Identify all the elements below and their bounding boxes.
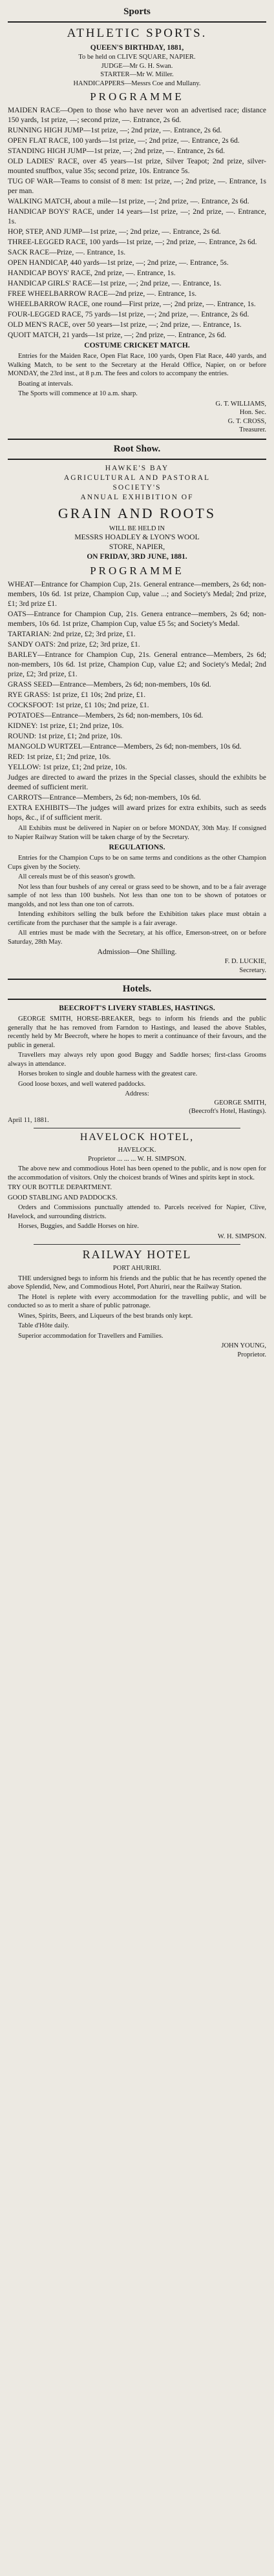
- divider: [8, 21, 266, 23]
- beecroft-date: April 11, 1881.: [8, 1116, 49, 1124]
- show-programme-title: PROGRAMME: [90, 565, 184, 577]
- ad-paragraph: Horses broken to single and double harness with the greatest care.: [18, 1070, 198, 1077]
- sports-sign2: G. T. CROSS,: [227, 417, 266, 425]
- event-item: FOUR-LEGGED RACE, 75 yards—1st prize, —; 2nd prize, —. Entrance, 2s 6d.: [8, 311, 249, 318]
- note-item: The Sports will commence at 10 a.m. sharp.: [18, 390, 138, 397]
- event-item: THREE-LEGGED RACE, 100 yards—1st prize, —; 2nd prize, —. Entrance, 2s 6d.: [8, 238, 257, 246]
- entry-item: MANGOLD WURTZEL—Entrance—Members, 2s 6d; non-members, 10s 6d.: [8, 743, 242, 751]
- section-heading-hotels: Hotels.: [122, 984, 152, 994]
- havelock-sign: W. H. SIMPSON.: [217, 1232, 266, 1240]
- official-1: JUDGE—Mr G. H. Swan.: [101, 62, 173, 70]
- ad-paragraph: Superior accommodation for Travellers and Families.: [18, 1332, 163, 1340]
- ad-paragraph: Good loose boxes, and well watered paddocks.: [18, 1080, 146, 1088]
- held-line-3: STORE, NAPIER,: [109, 543, 165, 551]
- entry-item: TARTARIAN: 2nd prize, £2; 3rd prize, £1.: [8, 630, 136, 638]
- show-entries: [8, 580, 266, 823]
- ad-paragraph: GOOD STABLING AND PADDOCKS.: [8, 1194, 118, 1201]
- event-item: SACK RACE—Prize, —. Entrance, 1s.: [8, 249, 126, 256]
- regulations: [8, 854, 266, 946]
- ad-paragraph: GEORGE SMITH, HORSE-BREAKER, begs to inform his friends and the public generally that he has removed from Farndon to Hastings, and leased the above Stables, recently held by Mr Beecroft, where he hopes to merit a continuance of their favours, and the public in general.: [8, 1015, 266, 1049]
- event-item: FREE WHEELBARROW RACE—2nd prize, —. Entrance, 1s.: [8, 290, 197, 298]
- event-item: WHEELBARROW RACE, one round—First prize, —; 2nd prize, —. Entrance, 1s.: [8, 300, 256, 308]
- railway-sign-role: Proprietor.: [237, 1351, 266, 1358]
- event-item: HANDICAP BOYS' RACE, 2nd prize, —. Entrance, 1s.: [8, 269, 176, 277]
- society-line-2: AGRICULTURAL AND PASTORAL: [63, 473, 211, 482]
- ad-paragraph: Horses, Buggies, and Saddle Horses on hire.: [18, 1223, 139, 1230]
- beecroft-address: Address:: [125, 1090, 149, 1097]
- event-item: MAIDEN RACE—Open to those who have never won an advertised race; distance 150 yards, 1st prize, —; second prize, —. Entrance, 2s 6d.: [8, 107, 266, 124]
- entry-item: BARLEY—Entrance for Champion Cup, 21s. General entrance—Members, 2s 6d; non-members, 10s 6d. 1st prize, Champion Cup, value £2; and Society's Medal; 2nd prize, £2; 3rd prize, £1.: [8, 651, 266, 678]
- divider: [8, 979, 266, 980]
- entry-item: WHEAT—Entrance for Champion Cup, 21s. General entrance—members, 2s 6d; non-members, 10s 6d. 1st prize, Champion Cup, value ...; and Society's Medal; 2nd prize, £1; 3rd prize £1.: [8, 581, 266, 608]
- ad-paragraph: The Hotel is replete with every accommodation for the travelling public, and will be conducted so as to merit a share of public patronage.: [8, 1293, 266, 1309]
- entry-item: YELLOW: 1st prize, £1; 2nd prize, 10s.: [8, 763, 127, 771]
- beecroft-title: BEECROFT'S LIVERY STABLES, HASTINGS.: [59, 1004, 215, 1012]
- regulation-item: All entries must be made with the Secretary, at his office, Emerson-street, on or before Saturday, 28th May.: [8, 930, 266, 946]
- official-3: HANDICAPPERS—Messrs Coe and Mullany.: [73, 79, 201, 87]
- society-line-1: HAWKE'S BAY: [105, 464, 169, 472]
- note-item: Boating at intervals.: [18, 380, 73, 388]
- havelock-proprietor: Proprietor ... ... ... W. H. SIMPSON.: [88, 1155, 186, 1163]
- costume-match: COSTUME CRICKET MATCH.: [84, 342, 190, 349]
- sports-venue: To be held on CLIVE SQUARE, NAPIER.: [78, 54, 196, 61]
- ad-paragraph: Table d'Hôte daily.: [18, 1322, 69, 1329]
- entry-item: OATS—Entrance for Champion Cup, 21s. Genera entrance—members, 2s 6d; non-members, 10s 6d. 1st prize, Champion Cup, value £5 5s; and Society's Medal.: [8, 610, 266, 628]
- annual-exhibition: ANNUAL EXHIBITION OF: [80, 493, 194, 501]
- entry-item: Judges are directed to award the prizes in the Special classes, should the exhibits be deemed of sufficient merit.: [8, 774, 266, 791]
- event-item: OLD MEN'S RACE, over 50 years—1st prize, —; 2nd prize, —. Entrance, 1s.: [8, 321, 242, 329]
- event-item: QUOIT MATCH, 21 yards—1st prize, —; 2nd prize, —. Entrance, 2s 6d.: [8, 331, 227, 339]
- sports-sign1-role: Hon. Sec.: [239, 409, 266, 416]
- show-title: GRAIN AND ROOTS: [58, 504, 216, 521]
- ad-paragraph: TRY OUR BOTTLE DEPARTMENT.: [8, 1184, 112, 1191]
- event-item: HANDICAP BOYS' RACE, under 14 years—1st prize, —; 2nd prize, —. Entrance, 1s.: [8, 208, 266, 225]
- sports-title: ATHLETIC SPORTS.: [67, 26, 207, 40]
- beecroft-sign2: (Beecroft's Hotel, Hastings).: [189, 1108, 266, 1115]
- show-sign: F. D. LUCKIE,: [224, 958, 266, 965]
- entry-item: CARROTS—Entrance—Members, 2s 6d; non-members, 10s 6d.: [8, 794, 201, 802]
- divider: [8, 459, 266, 460]
- delivery-note: [8, 824, 266, 842]
- delivery-text: All Exhibits must be delivered in Napier on or before MONDAY, 30th May. If consigned to Napier Railway Station will be taken charge of by the Secretary.: [8, 825, 266, 841]
- beecroft-sign: GEORGE SMITH,: [214, 1099, 266, 1106]
- entry-item: RYE GRASS: 1st prize, £1 10s; 2nd prize, £1.: [8, 691, 146, 699]
- section-heading-sports: Sports: [123, 6, 151, 17]
- event-item: OPEN FLAT RACE, 100 yards—1st prize, —; 2nd prize, —. Entrance, 2s 6d.: [8, 137, 240, 145]
- sports-programme-title: PROGRAMME: [90, 90, 184, 103]
- event-item: OLD LADIES' RACE, over 45 years—1st prize, Silver Teapot; 2nd prize, silver-mounted snuffbox, value 35s; second prize, 10s. Entrance 5s.: [8, 158, 266, 175]
- entry-item: POTATOES—Entrance—Members, 2s 6d; non-members, 10s 6d.: [8, 712, 204, 720]
- show-sign-role: Secretary.: [239, 966, 266, 974]
- sports-subtitle: QUEEN'S BIRTHDAY, 1881,: [90, 44, 184, 52]
- event-item: OPEN HANDICAP, 440 yards—1st prize, —; 2nd prize, —. Entrance, 5s.: [8, 259, 229, 267]
- event-item: WALKING MATCH, about a mile—1st prize, —; 2nd prize, —. Entrance, 2s 6d.: [8, 198, 249, 205]
- held-line-1: WILL BE HELD IN: [109, 525, 165, 532]
- held-line-2: MESSRS HOADLEY & LYON'S WOOL: [74, 534, 200, 541]
- ad-paragraph: Travellers may always rely upon good Buggy and Saddle horses; first-class Grooms always in attendance.: [8, 1052, 266, 1068]
- entry-item: GRASS SEED—Entrance—Members, 2s 6d; non-members, 10s 6d.: [8, 681, 211, 689]
- event-item: HOP, STEP, AND JUMP—1st prize, —; 2nd prize, —. Entrance, 2s 6d.: [8, 228, 221, 236]
- regulations-title: REGULATIONS.: [109, 844, 165, 851]
- railway-place: PORT AHURIRI.: [112, 1265, 162, 1272]
- entry-item: KIDNEY: 1st prize, £1; 2nd prize, 10s.: [8, 722, 124, 730]
- event-item: HANDICAP GIRLS' RACE—1st prize, —; 2nd prize, —. Entrance, 1s.: [8, 280, 222, 287]
- entry-item: RED: 1st prize, £1; 2nd prize, 10s.: [8, 753, 111, 761]
- entry-item: COCKSFOOT: 1st prize, £1 10s; 2nd prize, £1.: [8, 701, 149, 709]
- society-line-3: SOCIETY'S: [112, 483, 162, 492]
- show-date: ON FRIDAY, 3RD JUNE, 1881.: [87, 553, 187, 561]
- entry-item: SANDY OATS: 2nd prize, £2; 3rd prize, £1.: [8, 641, 140, 649]
- havelock-title: HAVELOCK HOTEL,: [79, 1132, 195, 1143]
- ad-paragraph: Wines, Spirits, Beers, and Liqueurs of the best brands only kept.: [18, 1312, 193, 1320]
- ad-paragraph: THE undersigned begs to inform his friends and the public that he has recently opened the above Splendid, New, and Commodious Hotel, Port Ahuriri, near the Railway Station.: [8, 1274, 266, 1291]
- sports-sign1: G. T. WILLIAMS,: [215, 400, 266, 408]
- divider: [8, 999, 266, 1000]
- entry-item: EXTRA EXHIBITS—The judges will award prizes for extra exhibits, such as seeds hops, &c., if of sufficient merit.: [8, 804, 266, 822]
- admission: Admission—One Shilling.: [97, 948, 177, 956]
- event-item: TUG OF WAR—Teams to consist of 8 men: 1st prize, —; 2nd prize, —. Entrance, 1s per man.: [8, 178, 266, 195]
- havelock-place: HAVELOCK.: [118, 1147, 156, 1154]
- divider: [8, 439, 266, 440]
- railway-title: RAILWAY HOTEL: [82, 1248, 192, 1261]
- event-item: RUNNING HIGH JUMP—1st prize, —; 2nd prize, —. Entrance, 2s 6d.: [8, 127, 222, 134]
- note-item: Entries for the Maiden Race, Open Flat Race, 100 yards, Open Flat Race, 440 yards, and Walking Match, to be sent to the Secretary at the Herald Office, Napier, on or before MONDAY, the 23rd inst., at 8 p.m. The fees and colors to accompany the entries.: [8, 353, 266, 377]
- entry-item: ROUND: 1st prize, £1; 2nd prize, 10s.: [8, 732, 123, 740]
- section-heading-root-show: Root Show.: [113, 443, 161, 454]
- havelock-body: [8, 1165, 266, 1231]
- railway-body: [8, 1274, 266, 1341]
- sports-sign2-role: Treasurer.: [239, 426, 266, 433]
- event-item: STANDING HIGH JUMP—1st prize, —; 2nd prize, —. Entrance, 2s 6d.: [8, 147, 226, 155]
- beecroft-body: [8, 1015, 266, 1088]
- ad-paragraph: Orders and Commissions punctually attended to. Parcels received for Napier, Clive, Havelock, and surrounding districts.: [8, 1204, 266, 1220]
- regulation-item: Intending exhibitors selling the bulk before the Exhibition takes place must obtain a certificate from the purchaser that the sample is a fair average.: [8, 911, 266, 927]
- sports-notes: [8, 352, 266, 399]
- regulation-item: Entries for the Champion Cups to be on same terms and conditions as the other Champion Cups given by the Society.: [8, 855, 266, 871]
- sports-events: [8, 106, 266, 340]
- regulation-item: All cereals must be of this season's growth.: [18, 873, 136, 880]
- ad-paragraph: The above new and commodious Hotel has been opened to the public, and is now open for the accommodation of visitors. Only the choicest brands of Wines and spirits kept in stock.: [8, 1165, 266, 1181]
- railway-sign: JOHN YOUNG,: [221, 1342, 266, 1349]
- official-2: STARTER—Mr W. Miller.: [100, 71, 174, 78]
- regulation-item: Not less than four bushels of any cereal or grass seed to be shown, and to be a fair average sample of not less than 100 bushels. Not less than one ton to be shown of potatoes or mangolds, and not less than one ton of carrots.: [8, 883, 266, 908]
- divider: [34, 1244, 240, 1245]
